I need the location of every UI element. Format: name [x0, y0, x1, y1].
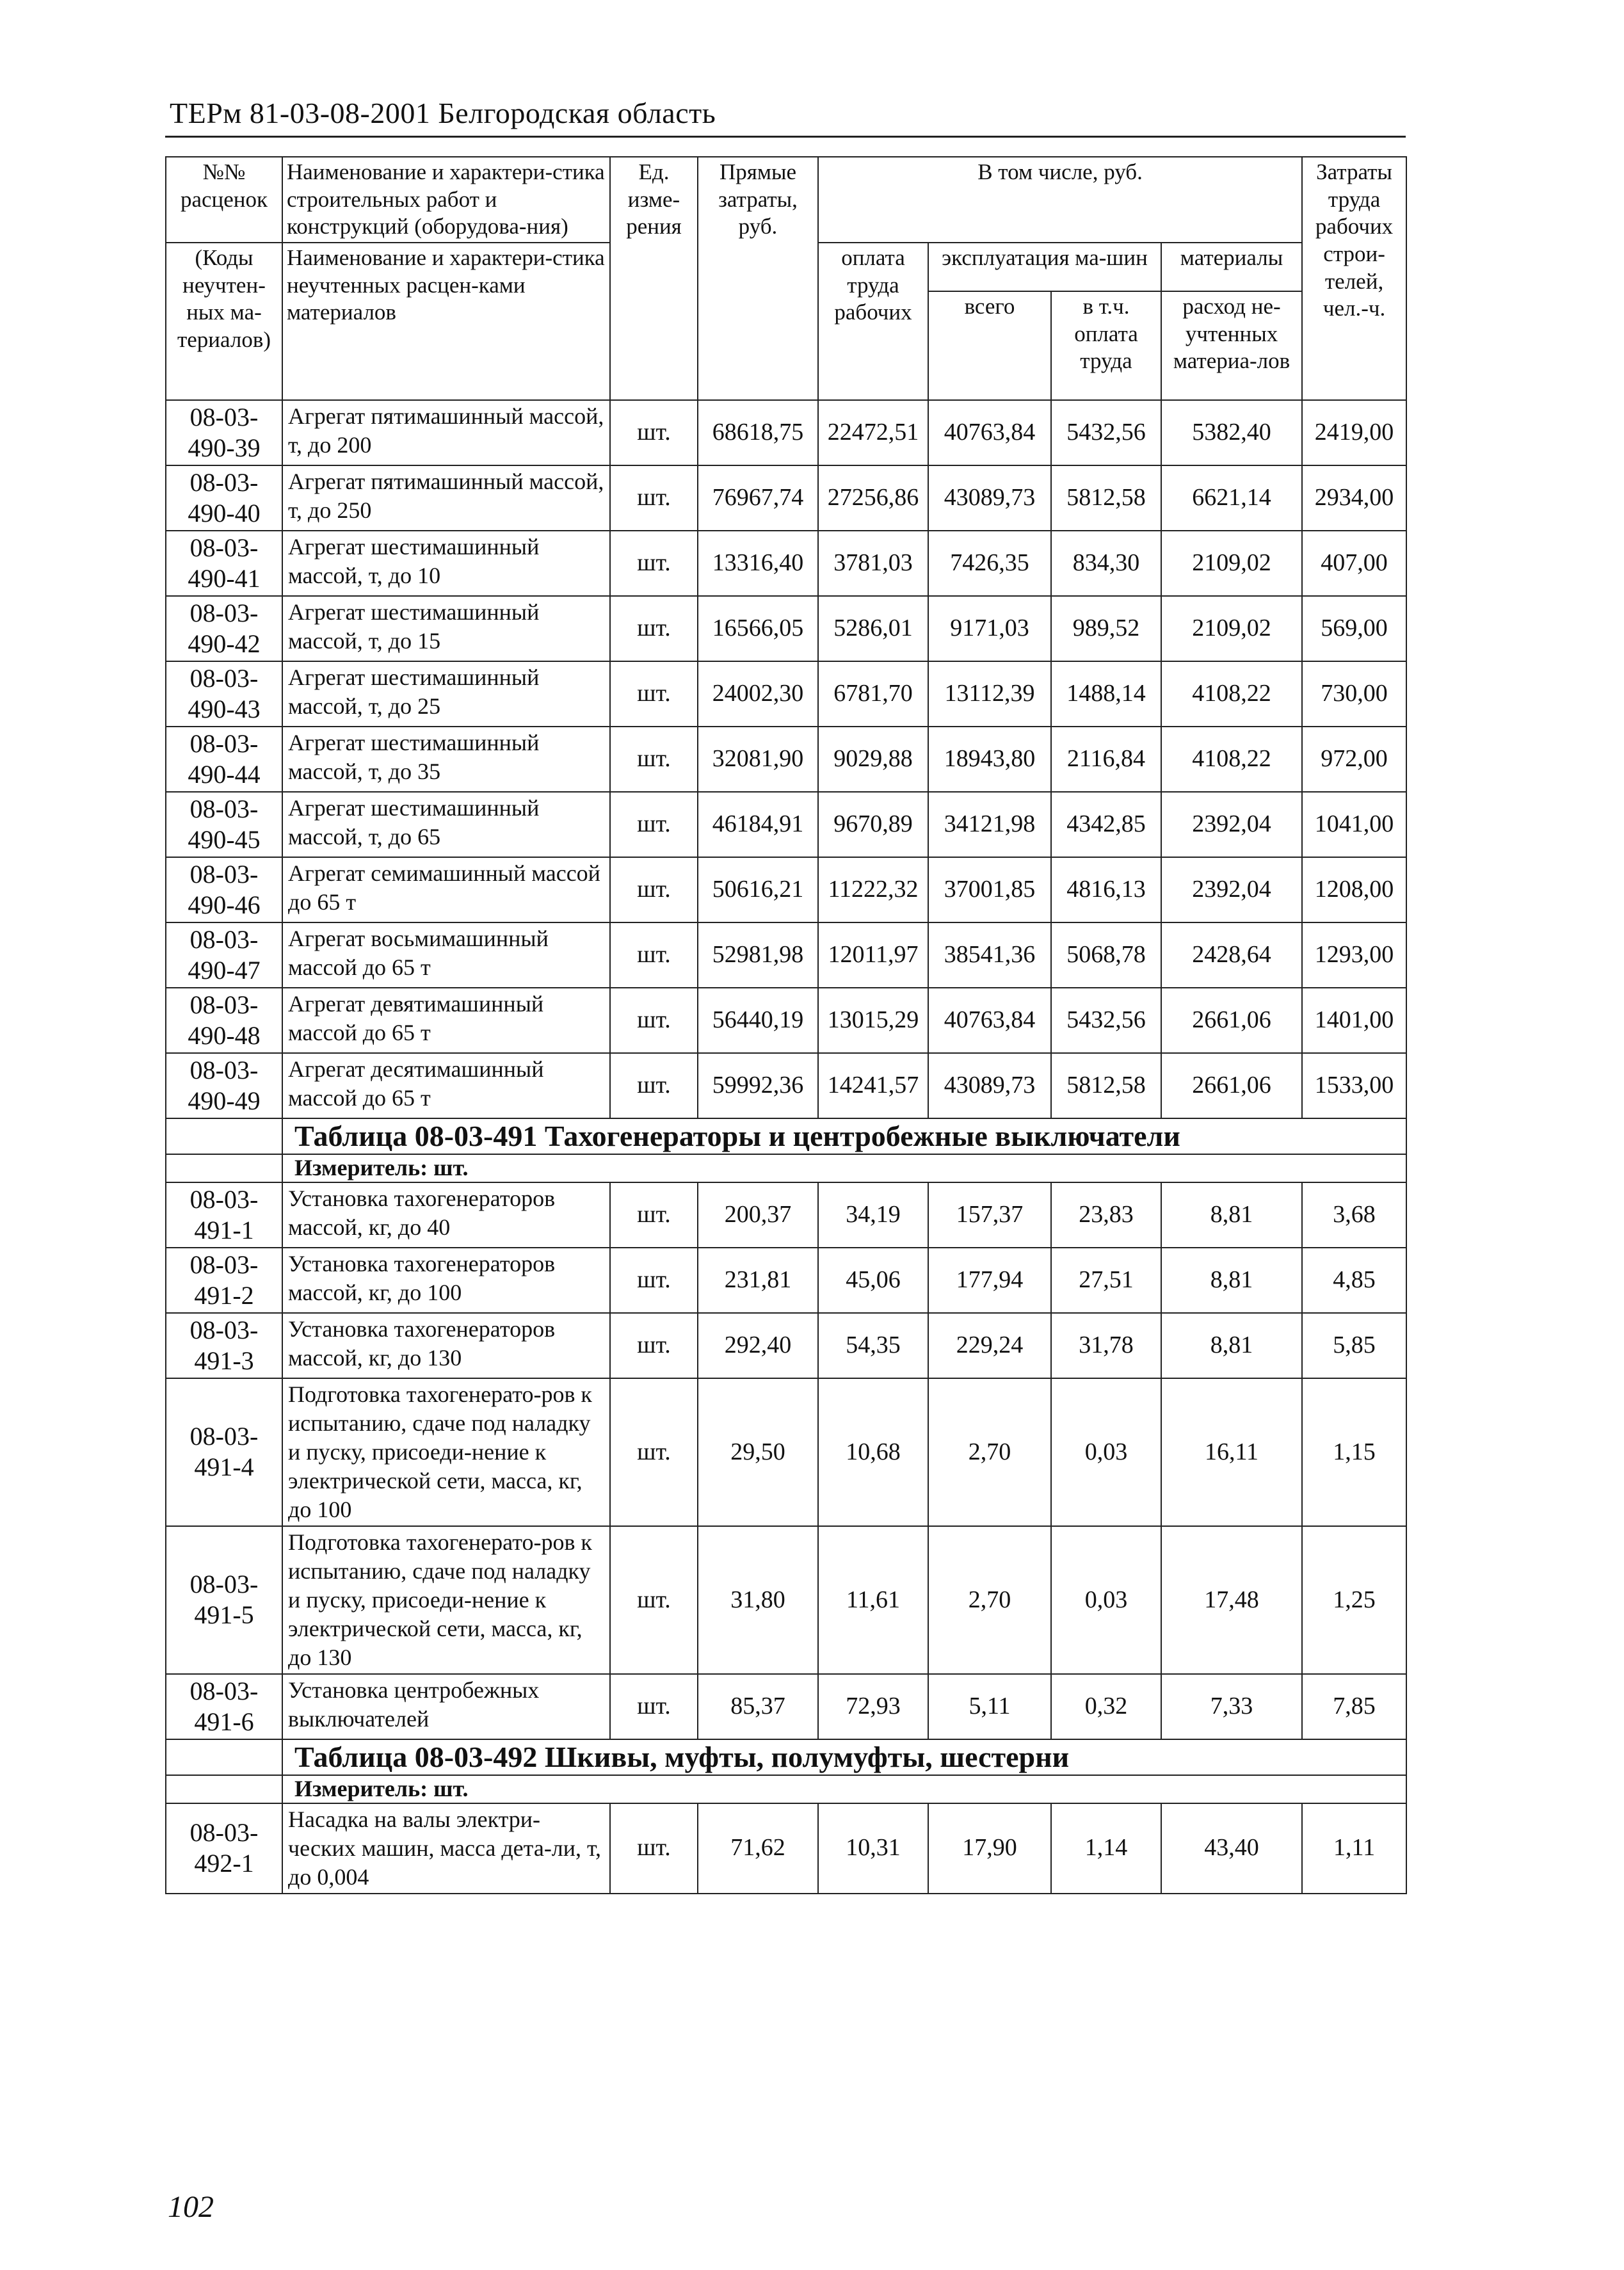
rate-code: 08-03-492-1	[166, 1803, 282, 1894]
work-name: Агрегат пятимашинный массой, т, до 250	[282, 465, 610, 531]
labor-hours: 1533,00	[1302, 1053, 1406, 1118]
table-row	[166, 1378, 1406, 1526]
table-row	[166, 1313, 1406, 1378]
machine-labor-pay: 5812,58	[1051, 465, 1161, 531]
direct-cost: 32081,90	[698, 727, 818, 792]
work-name: Агрегат семимашинный массой до 65 т	[282, 857, 610, 922]
table-492-measure-spacer	[166, 1775, 282, 1803]
rate-code: 08-03-491-1	[166, 1182, 282, 1248]
direct-cost: 231,81	[698, 1248, 818, 1313]
direct-cost: 16566,05	[698, 596, 818, 661]
machine-cost: 18943,80	[928, 727, 1051, 792]
page-header: ТЕРм 81-03-08-2001 Белгородская область	[170, 97, 716, 129]
direct-cost: 24002,30	[698, 661, 818, 727]
rate-code: 08-03-491-3	[166, 1313, 282, 1378]
labor-hours: 569,00	[1302, 596, 1406, 661]
machine-cost: 43089,73	[928, 465, 1051, 531]
work-name: Агрегат пятимашинный массой, т, до 200	[282, 400, 610, 465]
page-number: 102	[168, 2190, 214, 2224]
labor-hours: 3,68	[1302, 1182, 1406, 1248]
rate-code: 08-03-491-4	[166, 1378, 282, 1526]
work-name: Установка тахогенераторов массой, кг, до 40	[282, 1182, 610, 1248]
machine-cost: 2,70	[928, 1378, 1051, 1526]
materials-cost: 7,33	[1161, 1674, 1302, 1739]
machine-cost: 40763,84	[928, 400, 1051, 465]
table-491-measure-spacer	[166, 1154, 282, 1182]
rate-code: 08-03-490-48	[166, 988, 282, 1053]
unit: шт.	[610, 400, 698, 465]
rate-code: 08-03-490-42	[166, 596, 282, 661]
materials-cost: 5382,40	[1161, 400, 1302, 465]
rates-table	[165, 156, 1407, 1894]
labor-pay: 6781,70	[818, 661, 928, 727]
materials-cost: 8,81	[1161, 1182, 1302, 1248]
unit: шт.	[610, 727, 698, 792]
labor-pay: 10,68	[818, 1378, 928, 1526]
labor-hours: 972,00	[1302, 727, 1406, 792]
materials-cost: 16,11	[1161, 1378, 1302, 1526]
work-name: Агрегат шестимашинный массой, т, до 65	[282, 792, 610, 857]
table-row	[166, 727, 1406, 792]
labor-hours: 4,85	[1302, 1248, 1406, 1313]
unit: шт.	[610, 1313, 698, 1378]
work-name: Установка центробежных выключателей	[282, 1674, 610, 1739]
machine-cost: 7426,35	[928, 531, 1051, 596]
materials-cost: 4108,22	[1161, 727, 1302, 792]
machine-cost: 2,70	[928, 1526, 1051, 1674]
labor-pay: 34,19	[818, 1182, 928, 1248]
direct-cost: 68618,75	[698, 400, 818, 465]
table-492-title-spacer	[166, 1739, 282, 1775]
unit: шт.	[610, 792, 698, 857]
unit: шт.	[610, 988, 698, 1053]
materials-cost: 6621,14	[1161, 465, 1302, 531]
unit: шт.	[610, 1526, 698, 1674]
machine-cost: 157,37	[928, 1182, 1051, 1248]
labor-hours: 407,00	[1302, 531, 1406, 596]
machine-cost: 43089,73	[928, 1053, 1051, 1118]
header-rule	[165, 136, 1406, 138]
materials-cost: 2109,02	[1161, 596, 1302, 661]
direct-cost: 31,80	[698, 1526, 818, 1674]
materials-cost: 8,81	[1161, 1313, 1302, 1378]
machine-cost: 38541,36	[928, 922, 1051, 988]
unit: шт.	[610, 1674, 698, 1739]
materials-cost: 8,81	[1161, 1248, 1302, 1313]
machine-labor-pay: 989,52	[1051, 596, 1161, 661]
machine-labor-pay: 4342,85	[1051, 792, 1161, 857]
work-name: Насадка на валы электри-ческих машин, масса дета-ли, т, до 0,004	[282, 1803, 610, 1894]
work-name: Агрегат шестимашинный массой, т, до 15	[282, 596, 610, 661]
labor-pay: 10,31	[818, 1803, 928, 1894]
unit: шт.	[610, 857, 698, 922]
direct-cost: 85,37	[698, 1674, 818, 1739]
table-row	[166, 531, 1406, 596]
labor-hours: 1,25	[1302, 1526, 1406, 1674]
materials-cost: 2428,64	[1161, 922, 1302, 988]
machine-cost: 37001,85	[928, 857, 1051, 922]
labor-pay: 54,35	[818, 1313, 928, 1378]
labor-pay: 5286,01	[818, 596, 928, 661]
work-name: Агрегат десятимашинный массой до 65 т	[282, 1053, 610, 1118]
rate-code: 08-03-491-2	[166, 1248, 282, 1313]
col-materials-head: материалы	[1161, 243, 1302, 291]
table-row	[166, 596, 1406, 661]
table-row	[166, 1526, 1406, 1674]
labor-pay: 9670,89	[818, 792, 928, 857]
machine-labor-pay: 5812,58	[1051, 1053, 1161, 1118]
machine-labor-pay: 4816,13	[1051, 857, 1161, 922]
col-machine-head: эксплуатация ма-шин	[928, 243, 1161, 291]
labor-pay: 3781,03	[818, 531, 928, 596]
unit: шт.	[610, 1053, 698, 1118]
col-mat-consumption-head: расход не-учтенных материа-лов	[1161, 291, 1302, 400]
work-name: Агрегат восьмимашинный массой до 65 т	[282, 922, 610, 988]
machine-labor-pay: 1488,14	[1051, 661, 1161, 727]
table-491-title-spacer	[166, 1118, 282, 1154]
rate-code: 08-03-491-6	[166, 1674, 282, 1739]
direct-cost: 13316,40	[698, 531, 818, 596]
work-name: Агрегат шестимашинный массой, т, до 10	[282, 531, 610, 596]
materials-cost: 4108,22	[1161, 661, 1302, 727]
table-row	[166, 400, 1406, 465]
table-492-measure: Измеритель: шт.	[282, 1775, 1406, 1803]
labor-pay: 22472,51	[818, 400, 928, 465]
rate-code: 08-03-490-47	[166, 922, 282, 988]
machine-labor-pay: 27,51	[1051, 1248, 1161, 1313]
table-row	[166, 792, 1406, 857]
materials-cost: 2109,02	[1161, 531, 1302, 596]
materials-cost: 43,40	[1161, 1803, 1302, 1894]
machine-labor-pay: 5432,56	[1051, 400, 1161, 465]
machine-cost: 229,24	[928, 1313, 1051, 1378]
work-name: Подготовка тахогенерато-ров к испытанию, сдаче под наладку и пуску, присоеди-нение к электрической сети, масса, кг, до 130	[282, 1526, 610, 1674]
table-row	[166, 1182, 1406, 1248]
direct-cost: 52981,98	[698, 922, 818, 988]
col-machine-labor-head: в т.ч. оплата труда	[1051, 291, 1161, 400]
unit: шт.	[610, 465, 698, 531]
materials-cost: 2661,06	[1161, 988, 1302, 1053]
table-491-title: Таблица 08-03-491 Тахогенераторы и центробежные выключатели	[282, 1118, 1406, 1154]
col-machine-total-head: всего	[928, 291, 1051, 400]
labor-hours: 2934,00	[1302, 465, 1406, 531]
table-492-title: Таблица 08-03-492 Шкивы, муфты, полумуфты, шестерни	[282, 1739, 1406, 1775]
unit: шт.	[610, 531, 698, 596]
labor-hours: 1208,00	[1302, 857, 1406, 922]
col-code-head-2: (Коды неучтен-ных ма-териалов)	[166, 243, 282, 400]
machine-labor-pay: 1,14	[1051, 1803, 1161, 1894]
table-row	[166, 857, 1406, 922]
labor-pay: 14241,57	[818, 1053, 928, 1118]
labor-pay: 12011,97	[818, 922, 928, 988]
labor-hours: 730,00	[1302, 661, 1406, 727]
table-row	[166, 1803, 1406, 1894]
unit: шт.	[610, 1378, 698, 1526]
col-labor-pay-head: оплата труда рабочих	[818, 243, 928, 400]
col-code-head-1: №№ расценок	[166, 157, 282, 243]
table-row	[166, 1674, 1406, 1739]
labor-pay: 11222,32	[818, 857, 928, 922]
direct-cost: 200,37	[698, 1182, 818, 1248]
machine-cost: 177,94	[928, 1248, 1051, 1313]
machine-labor-pay: 834,30	[1051, 531, 1161, 596]
materials-cost: 2392,04	[1161, 857, 1302, 922]
rate-code: 08-03-490-44	[166, 727, 282, 792]
direct-cost: 292,40	[698, 1313, 818, 1378]
table-row	[166, 661, 1406, 727]
machine-labor-pay: 0,03	[1051, 1526, 1161, 1674]
direct-cost: 59992,36	[698, 1053, 818, 1118]
direct-cost: 71,62	[698, 1803, 818, 1894]
labor-hours: 1041,00	[1302, 792, 1406, 857]
direct-cost: 29,50	[698, 1378, 818, 1526]
labor-pay: 9029,88	[818, 727, 928, 792]
machine-labor-pay: 5068,78	[1051, 922, 1161, 988]
materials-cost: 17,48	[1161, 1526, 1302, 1674]
machine-cost: 40763,84	[928, 988, 1051, 1053]
labor-pay: 11,61	[818, 1526, 928, 1674]
work-name: Установка тахогенераторов массой, кг, до 130	[282, 1313, 610, 1378]
machine-labor-pay: 23,83	[1051, 1182, 1161, 1248]
rate-code: 08-03-490-43	[166, 661, 282, 727]
machine-labor-pay: 5432,56	[1051, 988, 1161, 1053]
col-direct-head: Прямые затраты, руб.	[698, 157, 818, 400]
table-491-measure: Измеритель: шт.	[282, 1154, 1406, 1182]
labor-hours: 7,85	[1302, 1674, 1406, 1739]
labor-hours: 2419,00	[1302, 400, 1406, 465]
machine-labor-pay: 0,32	[1051, 1674, 1161, 1739]
machine-labor-pay: 2116,84	[1051, 727, 1161, 792]
unit: шт.	[610, 596, 698, 661]
rate-code: 08-03-490-39	[166, 400, 282, 465]
labor-hours: 1293,00	[1302, 922, 1406, 988]
machine-cost: 9171,03	[928, 596, 1051, 661]
col-name-head-1: Наименование и характери-стика строительных работ и конструкций (оборудова-ния)	[282, 157, 610, 243]
col-incl-head: В том числе, руб.	[818, 157, 1302, 243]
direct-cost: 50616,21	[698, 857, 818, 922]
unit: шт.	[610, 1248, 698, 1313]
unit: шт.	[610, 922, 698, 988]
work-name: Агрегат шестимашинный массой, т, до 25	[282, 661, 610, 727]
unit: шт.	[610, 661, 698, 727]
table-row	[166, 988, 1406, 1053]
rate-code: 08-03-490-41	[166, 531, 282, 596]
direct-cost: 76967,74	[698, 465, 818, 531]
table-row	[166, 922, 1406, 988]
unit: шт.	[610, 1182, 698, 1248]
rate-code: 08-03-490-45	[166, 792, 282, 857]
work-name: Агрегат шестимашинный массой, т, до 35	[282, 727, 610, 792]
header-row-1	[166, 157, 1406, 243]
rate-code: 08-03-490-40	[166, 465, 282, 531]
rate-code: 08-03-491-5	[166, 1526, 282, 1674]
table-row	[166, 1053, 1406, 1118]
rate-code: 08-03-490-46	[166, 857, 282, 922]
machine-cost: 34121,98	[928, 792, 1051, 857]
labor-pay: 27256,86	[818, 465, 928, 531]
materials-cost: 2392,04	[1161, 792, 1302, 857]
work-name: Агрегат девятимашинный массой до 65 т	[282, 988, 610, 1053]
labor-pay: 13015,29	[818, 988, 928, 1053]
col-labor-cost-head: Затраты труда рабочих строи-телей, чел.-ч.	[1302, 157, 1406, 400]
labor-hours: 1,15	[1302, 1378, 1406, 1526]
col-name-head-2: Наименование и характери-стика неучтенных расцен-ками материалов	[282, 243, 610, 400]
direct-cost: 56440,19	[698, 988, 818, 1053]
table-row	[166, 1248, 1406, 1313]
labor-hours: 5,85	[1302, 1313, 1406, 1378]
direct-cost: 46184,91	[698, 792, 818, 857]
labor-hours: 1,11	[1302, 1803, 1406, 1894]
labor-pay: 72,93	[818, 1674, 928, 1739]
materials-cost: 2661,06	[1161, 1053, 1302, 1118]
rate-code: 08-03-490-49	[166, 1053, 282, 1118]
unit: шт.	[610, 1803, 698, 1894]
labor-pay: 45,06	[818, 1248, 928, 1313]
labor-hours: 1401,00	[1302, 988, 1406, 1053]
work-name: Подготовка тахогенерато-ров к испытанию, сдаче под наладку и пуску, присоеди-нение к электрической сети, масса, кг, до 100	[282, 1378, 610, 1526]
machine-cost: 5,11	[928, 1674, 1051, 1739]
machine-labor-pay: 31,78	[1051, 1313, 1161, 1378]
machine-cost: 13112,39	[928, 661, 1051, 727]
machine-labor-pay: 0,03	[1051, 1378, 1161, 1526]
col-unit-head: Ед. изме-рения	[610, 157, 698, 400]
work-name: Установка тахогенераторов массой, кг, до 100	[282, 1248, 610, 1313]
machine-cost: 17,90	[928, 1803, 1051, 1894]
table-row	[166, 465, 1406, 531]
